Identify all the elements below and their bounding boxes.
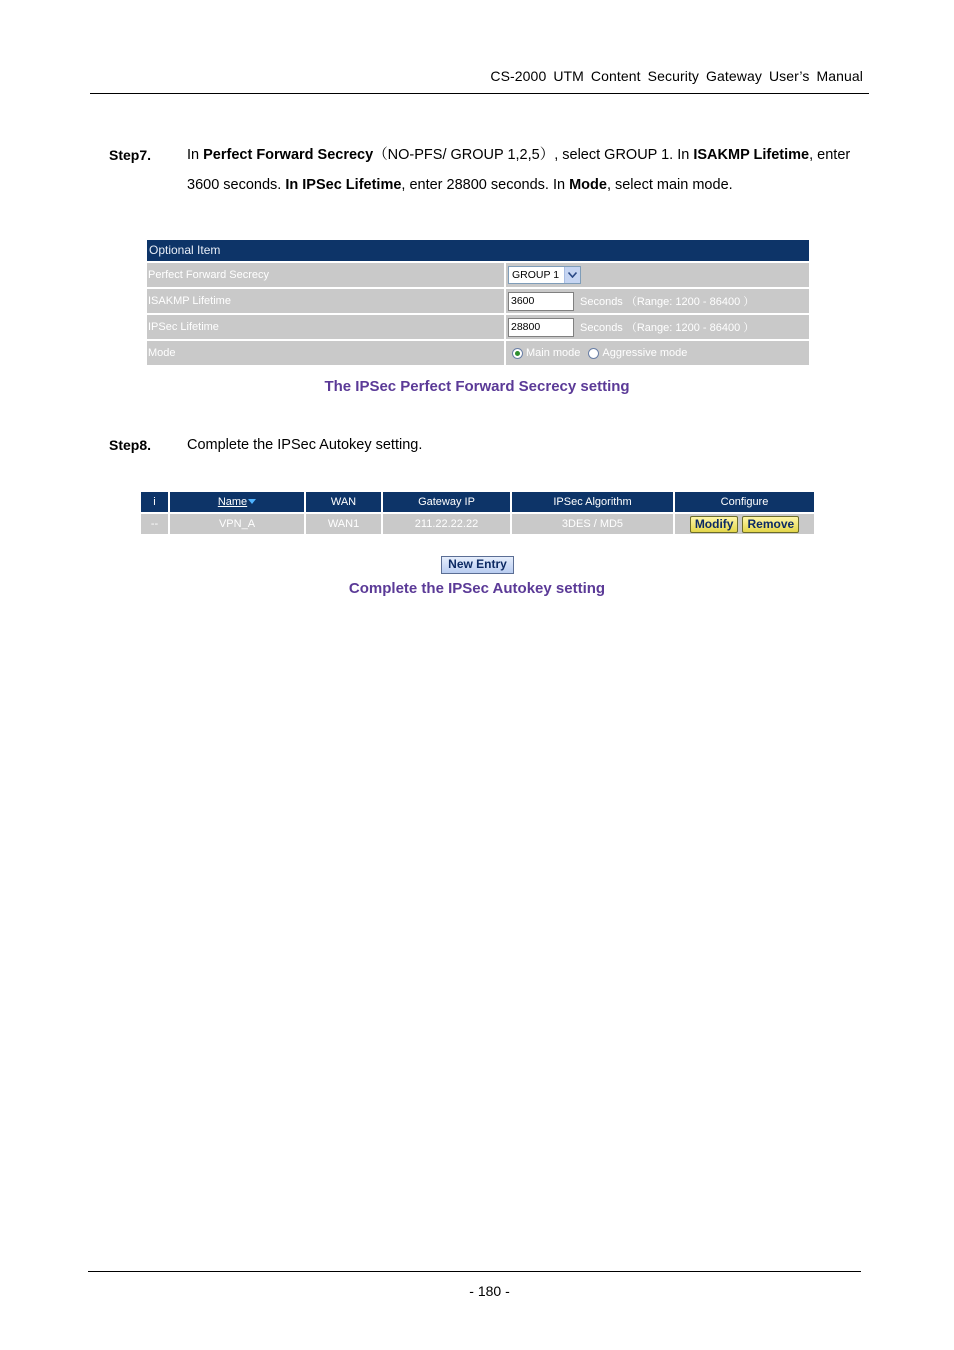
- step8-text: Complete the IPSec Autokey setting.: [187, 437, 423, 453]
- header-rule: [90, 93, 869, 94]
- footer-rule: [88, 1271, 861, 1272]
- pfs-label: Perfect Forward Secrecy: [147, 263, 504, 287]
- aggressive-mode-radio[interactable]: [588, 348, 599, 359]
- ipsec-range-hint: Seconds （Range: 1200 - 86400 ）: [580, 322, 755, 334]
- manual-title: CS-2000 UTM Content Security Gateway User’s Manual: [490, 68, 863, 84]
- mode-label: Mode: [147, 341, 504, 365]
- isakmp-row: [147, 289, 809, 313]
- cell-name: VPN_A: [170, 514, 304, 534]
- sort-name-link[interactable]: Name: [217, 496, 248, 508]
- col-header-wan: WAN: [306, 492, 381, 512]
- table-row: [141, 514, 814, 534]
- panel-title: Optional Item: [147, 240, 809, 261]
- main-mode-radio[interactable]: [512, 348, 523, 359]
- col-header-gateway-ip: Gateway IP: [383, 492, 510, 512]
- modify-button[interactable]: Modify: [690, 516, 739, 533]
- step7-label: Step7.: [109, 147, 152, 163]
- col-header-index: i: [141, 492, 168, 512]
- chevron-down-icon[interactable]: [564, 267, 580, 283]
- step8-label: Step8.: [109, 437, 152, 453]
- autokey-table: [141, 492, 814, 534]
- cell-configure: [675, 514, 814, 534]
- cell-index: --: [141, 514, 168, 534]
- step7-text: In Perfect Forward Secrecy（NO-PFS/ GROUP 1,2,5）, select GROUP 1. In ISAKMP Lifetime, enter 3600 seconds. In IPSec Lifetime, enter 28800 seconds. In Mode, select main mode.: [187, 147, 851, 193]
- sort-down-icon: [248, 499, 256, 504]
- ipsec-row: [147, 315, 809, 339]
- ipsec-lifetime-input[interactable]: 28800: [508, 318, 574, 337]
- caption-autokey: Complete the IPSec Autokey setting: [348, 580, 606, 597]
- isakmp-range-hint: Seconds （Range: 1200 - 86400 ）: [580, 296, 755, 308]
- cell-algorithm: 3DES / MD5: [512, 514, 673, 534]
- col-header-name[interactable]: [170, 492, 304, 512]
- col-header-configure: Configure: [675, 492, 814, 512]
- pfs-select-value: GROUP 1: [512, 269, 560, 281]
- cell-wan: WAN1: [306, 514, 381, 534]
- table-header-row: [141, 492, 814, 512]
- mode-row: [147, 341, 809, 365]
- ipsec-label: IPSec Lifetime: [147, 315, 504, 339]
- col-header-algorithm: IPSec Algorithm: [512, 492, 673, 512]
- main-mode-label: Main mode: [526, 347, 581, 359]
- remove-button[interactable]: Remove: [742, 516, 799, 533]
- isakmp-label: ISAKMP Lifetime: [147, 289, 504, 313]
- pfs-select[interactable]: [508, 266, 581, 284]
- pfs-row: [147, 263, 809, 287]
- cell-gateway-ip: 211.22.22.22: [383, 514, 510, 534]
- optional-item-panel: [147, 240, 809, 365]
- page-number: - 180 -: [469, 1283, 510, 1299]
- caption-pfs: The IPSec Perfect Forward Secrecy setting: [324, 378, 630, 395]
- new-entry-button[interactable]: New Entry: [441, 556, 514, 574]
- isakmp-lifetime-input[interactable]: 3600: [508, 292, 574, 311]
- aggressive-mode-label: Aggressive mode: [602, 347, 688, 359]
